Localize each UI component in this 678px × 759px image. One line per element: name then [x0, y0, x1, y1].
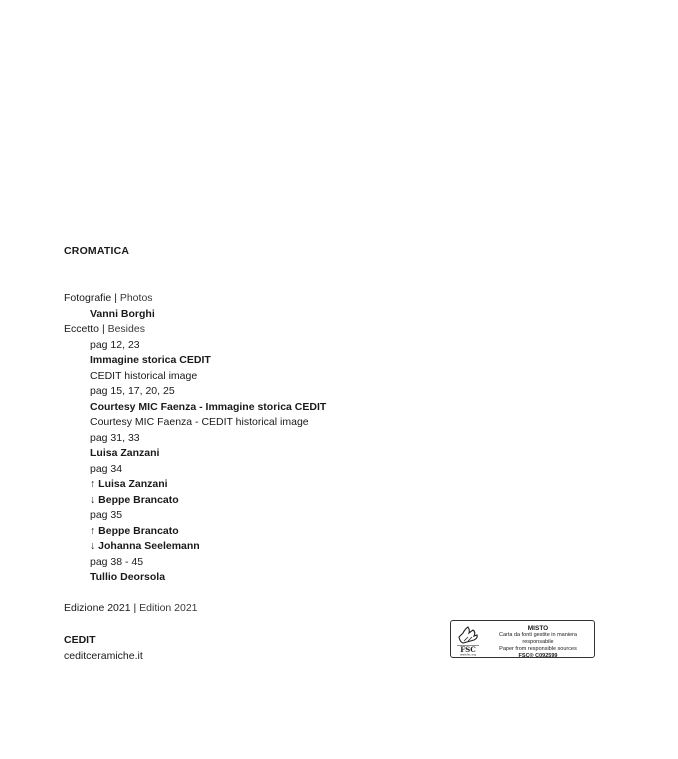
publisher-website: ceditceramiche.it [64, 649, 143, 662]
credit-category [64, 322, 484, 338]
credit-category [64, 291, 484, 307]
credit-author: Immagine storica CEDIT [90, 354, 211, 366]
credit-detail: Courtesy MIC Faenza - CEDIT historical image [90, 416, 309, 428]
publisher-name: CEDIT [64, 634, 96, 646]
credit-category-english: Besides [107, 323, 145, 335]
fsc-tree-icon [454, 624, 482, 656]
fsc-license-code: FSC® C092599 [518, 653, 558, 659]
photo-credits [64, 291, 484, 586]
credit-detail: pag 35 [90, 509, 123, 521]
fsc-text-block [483, 625, 593, 660]
credit-author: ↑ Luisa Zanzani [90, 478, 168, 490]
fsc-english-line: Paper from responsible sources [499, 646, 577, 652]
credit-detail: CEDIT historical image [90, 369, 198, 382]
credit-author: ↓ Beppe Brancato [90, 493, 179, 506]
credit-detail: pag 12, 23 [90, 338, 140, 351]
edition-english: Edition 2021 [139, 602, 198, 614]
credit-author: Courtesy MIC Faenza - Immagine storica CEDIT [90, 400, 327, 413]
credit-category-italian: Eccetto [64, 323, 100, 335]
edition-line [64, 601, 198, 617]
credit-separator: | [111, 292, 120, 304]
credit-detail: pag 15, 17, 20, 25 [90, 385, 175, 397]
fsc-logo-text: FSC [460, 645, 476, 654]
publisher-block [64, 633, 143, 664]
fsc-certification-label [450, 620, 595, 658]
credit-author: Luisa Zanzani [90, 447, 160, 459]
credit-author: Tullio Deorsola [90, 571, 166, 583]
edition-separator: | [133, 602, 137, 614]
credit-author: ↓ Johanna Seelemann [90, 540, 200, 552]
credit-separator: | [99, 323, 108, 335]
credit-author: ↑ Beppe Brancato [90, 524, 179, 537]
credit-category-english: Photos [119, 292, 153, 304]
credit-author: Vanni Borghi [90, 307, 155, 320]
fsc-mix-label: MISTO [527, 625, 549, 632]
fsc-logo-url: www.fsc.org [460, 653, 476, 656]
credit-category-italian: Fotografie [64, 292, 112, 304]
edition-italian: Edizione 2021 [64, 602, 131, 614]
book-title: CROMATICA [64, 245, 130, 257]
fsc-italian-line: Carta da fonti gestite in maniera responsabile [499, 632, 577, 645]
credit-detail: pag 38 - 45 [90, 555, 144, 568]
credit-detail: pag 31, 33 [90, 431, 140, 444]
credit-detail: pag 34 [90, 462, 123, 475]
